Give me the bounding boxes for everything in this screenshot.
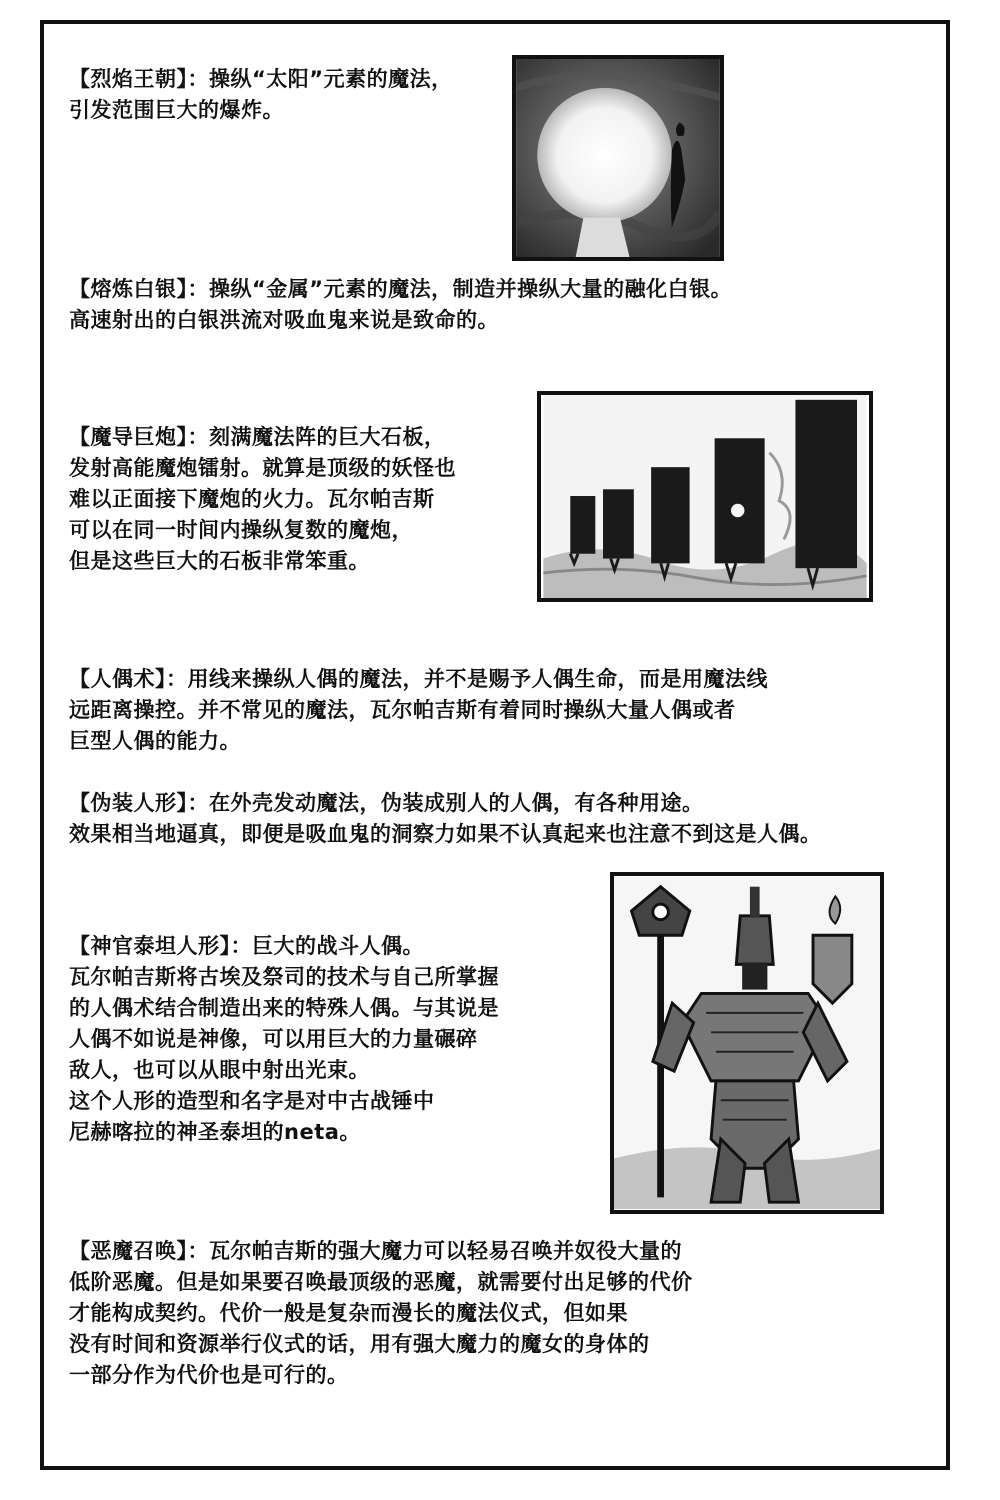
entry-line: 一部分作为代价也是可行的。 <box>69 1363 349 1387</box>
entry-line: 发射高能魔炮镭射。就算是顶级的妖怪也 <box>69 456 456 480</box>
entry-line: 远距离操控。并不常见的魔法，瓦尔帕吉斯有着同时操纵大量人偶或者 <box>69 698 736 722</box>
entry-line: 尼赫喀拉的神圣泰坦的neta。 <box>69 1120 361 1144</box>
priest-titan-illustration <box>610 872 884 1214</box>
entry-line: 难以正面接下魔炮的火力。瓦尔帕吉斯 <box>69 487 435 511</box>
entry-molten-silver <box>69 274 732 336</box>
entry-line: 【神官泰坦人形】：巨大的战斗人偶。 <box>69 934 424 958</box>
sun-explosion-illustration <box>512 55 724 261</box>
entry-line: 没有时间和资源举行仪式的话，用有强大魔力的魔女的身体的 <box>69 1332 650 1356</box>
entry-priest-titan <box>69 931 499 1148</box>
entry-demon-summoning <box>69 1236 693 1391</box>
entry-line: 瓦尔帕吉斯将古埃及祭司的技术与自己所掌握 <box>69 965 499 989</box>
entry-line: 敌人，也可以从眼中射出光束。 <box>69 1058 370 1082</box>
entry-line: 高速射出的白银洪流对吸血鬼来说是致命的。 <box>69 308 499 332</box>
entry-line: 【恶魔召唤】：瓦尔帕吉斯的强大魔力可以轻易召唤并奴役大量的 <box>69 1239 682 1263</box>
entry-line: 可以在同一时间内操纵复数的魔炮， <box>69 518 413 542</box>
entry-line: 【烈焰王朝】：操纵“太阳”元素的魔法， <box>69 67 453 91</box>
entry-line: 这个人形的造型和名字是对中古战锤中 <box>69 1089 435 1113</box>
entry-line: 低阶恶魔。但是如果要召唤最顶级的恶魔，就需要付出足够的代价 <box>69 1270 693 1294</box>
entry-line: 【魔导巨炮】：刻满魔法阵的巨大石板， <box>69 425 446 449</box>
entry-line: 引发范围巨大的爆炸。 <box>69 98 284 122</box>
entry-line: 【伪装人形】：在外壳发动魔法，伪装成别人的人偶，有各种用途。 <box>69 791 704 815</box>
entry-line: 的人偶术结合制造出来的特殊人偶。与其说是 <box>69 996 499 1020</box>
entry-puppetry <box>69 664 768 757</box>
entry-flame-dynasty <box>69 64 453 126</box>
entry-line: 【人偶术】：用线来操纵人偶的魔法，并不是赐予人偶生命，而是用魔法线 <box>69 667 768 691</box>
entry-line: 【熔炼白银】：操纵“金属”元素的魔法，制造并操纵大量的融化白银。 <box>69 277 733 301</box>
entry-magic-cannon <box>69 422 456 577</box>
entry-line: 才能构成契约。代价一般是复杂而漫长的魔法仪式，但如果 <box>69 1301 628 1325</box>
entry-line: 巨型人偶的能力。 <box>69 729 241 753</box>
stone-slab-cannons-illustration <box>537 391 873 602</box>
entry-line: 但是这些巨大的石板非常笨重。 <box>69 549 370 573</box>
entry-line: 效果相当地逼真，即便是吸血鬼的洞察力如果不认真起来也注意不到这是人偶。 <box>69 822 822 846</box>
entry-disguise-doll <box>69 788 822 850</box>
entry-line: 人偶不如说是神像，可以用巨大的力量碾碎 <box>69 1027 478 1051</box>
